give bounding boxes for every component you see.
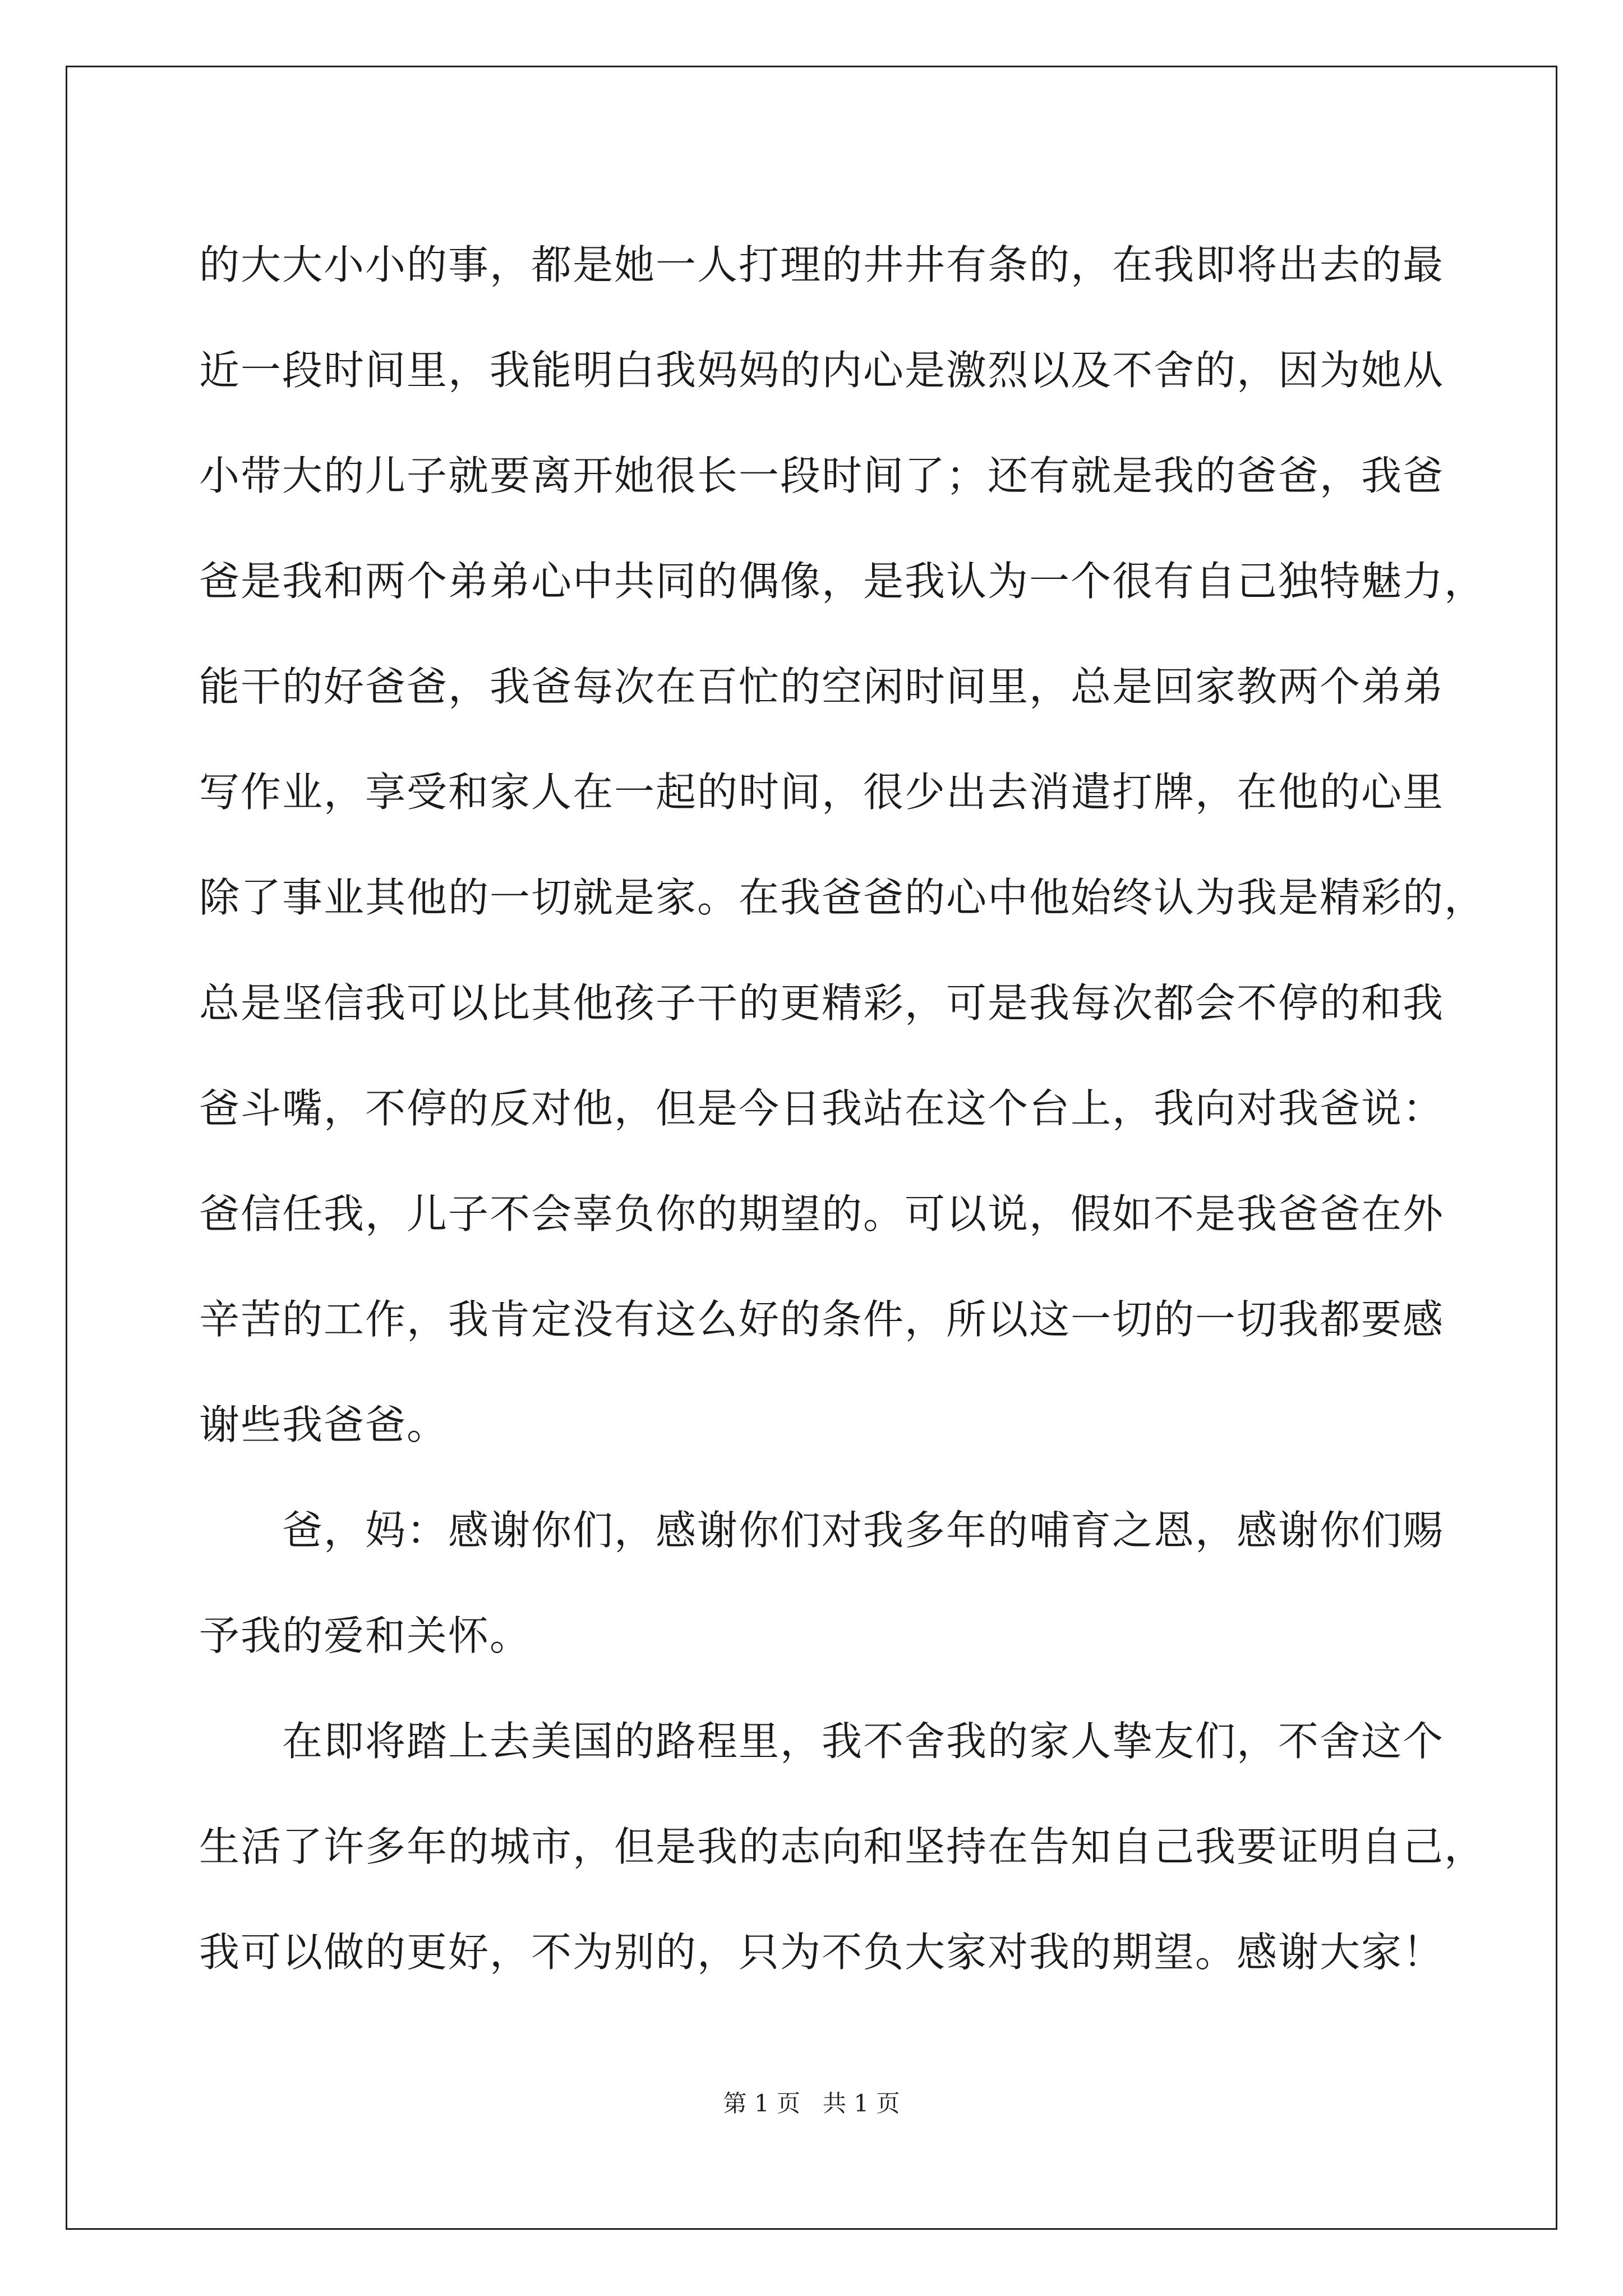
text-line-paragraph-start: 爸，妈：感谢你们，感谢你们对我多年的哺育之恩，感谢你们赐: [282, 1507, 1445, 1554]
text-line: 近一段时间里，我能明白我妈妈的内心是激烈以及不舍的，因为她从: [199, 347, 1445, 394]
text-line: 谢些我爸爸。: [199, 1401, 449, 1448]
text-line: 写作业，享受和家人在一起的时间，很少出去消遣打牌，在他的心里: [199, 769, 1445, 816]
text-line: 我可以做的更好，不为别的，只为不负大家对我的期望。感谢大家！: [199, 1929, 1445, 1976]
text-line: 爸信任我，儿子不会辜负你的期望的。可以说，假如不是我爸爸在外: [199, 1190, 1445, 1237]
text-line: 总是坚信我可以比其他孩子干的更精彩，可是我每次都会不停的和我: [199, 979, 1445, 1027]
text-line-paragraph-start: 在即将踏上去美国的路程里，我不舍我的家人挚友们，不舍这个: [282, 1718, 1445, 1765]
text-line: 爸斗嘴，不停的反对他，但是今日我站在这个台上，我向对我爸说：: [199, 1085, 1445, 1132]
text-line: 生活了许多年的城市，但是我的志向和坚持在告知自己我要证明自己，: [199, 1823, 1486, 1870]
text-line: 辛苦的工作，我肯定没有这么好的条件，所以这一切的一切我都要感: [199, 1296, 1445, 1343]
page-number-footer: 第 1 页 共 1 页: [723, 2090, 900, 2117]
text-line: 除了事业其他的一切就是家。在我爸爸的心中他始终认为我是精彩的，: [199, 874, 1486, 921]
text-line: 的大大小小的事，都是她一人打理的井井有条的，在我即将出去的最: [199, 241, 1445, 288]
text-line: 小带大的儿子就要离开她很长一段时间了；还有就是我的爸爸，我爸: [199, 452, 1445, 499]
text-line: 能干的好爸爸，我爸每次在百忙的空闲时间里，总是回家教两个弟弟: [199, 663, 1445, 710]
document-body: [199, 212, 1486, 2005]
text-line: 予我的爱和关怀。: [199, 1612, 532, 1659]
text-line: 爸是我和两个弟弟心中共同的偶像，是我认为一个很有自己独特魅力，: [199, 558, 1486, 605]
